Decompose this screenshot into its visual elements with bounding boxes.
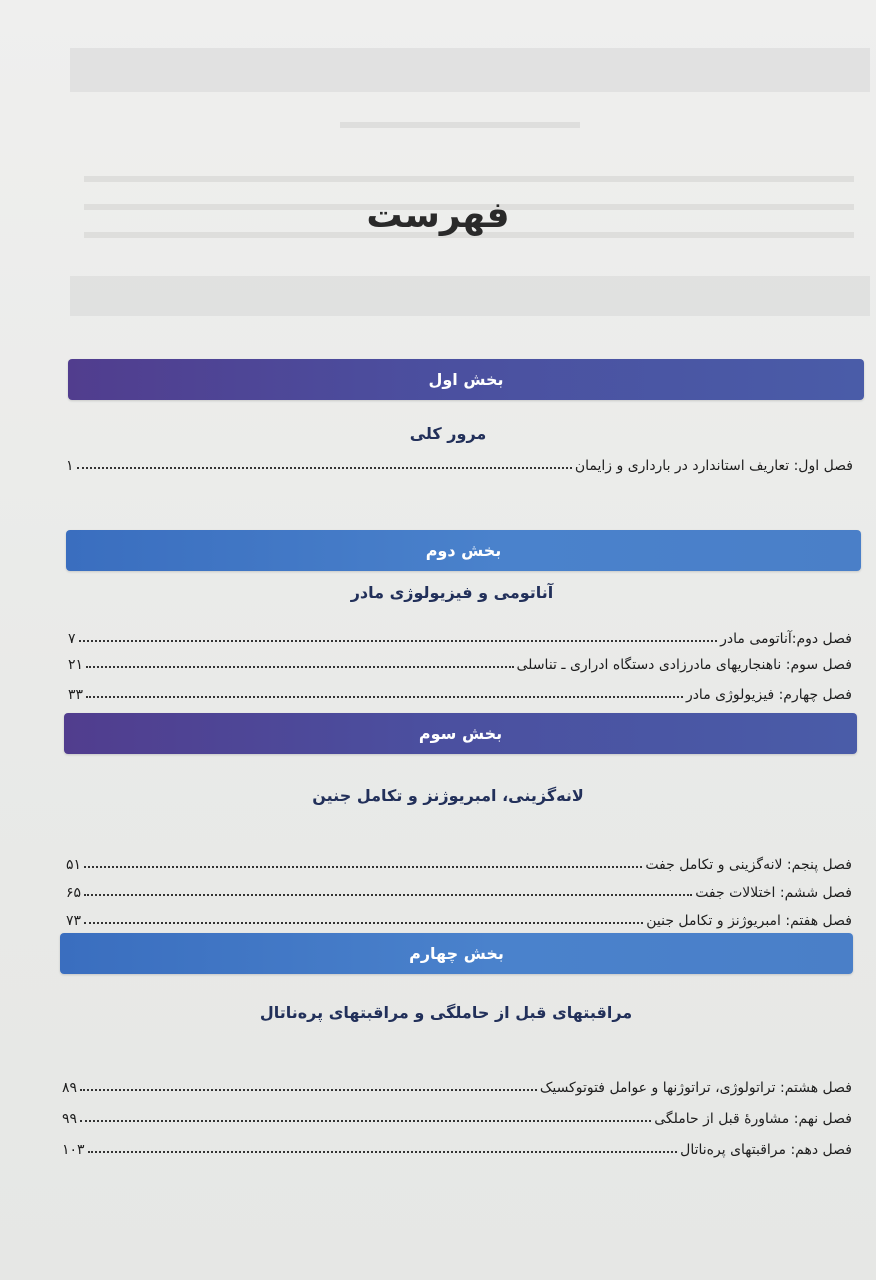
leader-dots (88, 1150, 678, 1153)
page-number: ۸۹ (62, 1080, 78, 1096)
toc-entry[interactable] (66, 905, 852, 929)
toc-entry[interactable] (62, 1134, 852, 1158)
toc-entry[interactable] (68, 679, 852, 703)
show-through-band (70, 276, 870, 316)
toc-entry[interactable] (66, 877, 852, 901)
page-number: ۹۹ (62, 1111, 78, 1127)
section-subtitle-4: مراقبتهای قبل از حاملگی و مراقبتهای پره‌ناتال (259, 1003, 633, 1022)
chapter-title: فصل پنجم: لانه‌گزینی و تکامل جفت (645, 857, 852, 873)
leader-dots (79, 639, 718, 642)
toc-entry[interactable] (66, 849, 852, 873)
chapter-title: فصل هشتم: تراتولوژی، تراتوژنها و عوامل فتوتوکسیک (539, 1080, 852, 1096)
page-number: ۱۰۳ (62, 1142, 85, 1158)
chapter-title: فصل دهم: مراقبتهای پره‌ناتال (680, 1142, 852, 1158)
chapter-title: فصل ششم: اختلالات جفت (695, 885, 852, 901)
leader-dots (80, 1119, 651, 1122)
chapter-title: فصل هفتم: امبریوژنز و تکامل جنین (646, 913, 852, 929)
page-number: ۳۳ (68, 687, 84, 703)
leader-dots (77, 466, 572, 469)
chapter-title: فصل دوم:آناتومی مادر (720, 631, 852, 647)
leader-dots (86, 665, 513, 668)
toc-entry[interactable] (66, 450, 853, 474)
page-number: ۱ (66, 458, 74, 474)
page-number: ۷۳ (66, 913, 82, 929)
leader-dots (84, 865, 642, 868)
chapter-title: فصل سوم: ناهنجاریهای مادرزادی دستگاه ادراری ـ تناسلی (516, 657, 852, 673)
leader-dots (84, 921, 643, 924)
section-subtitle-2: آناتومی و فیزیولوژی مادر (350, 583, 554, 602)
page-number: ۶۵ (66, 885, 82, 901)
section-banner-2 (66, 530, 861, 571)
chapter-title: فصل چهارم: فیزیولوژی مادر (685, 687, 852, 703)
show-through-line (84, 176, 854, 182)
section-banner-3 (64, 713, 857, 754)
toc-entry[interactable] (68, 623, 852, 647)
section-banner-1 (68, 359, 864, 400)
chapter-title: فصل اول: تعاریف استاندارد در بارداری و زایمان (574, 458, 853, 474)
section-banner-label: بخش چهارم (409, 944, 504, 963)
toc-entry[interactable] (62, 1103, 852, 1127)
section-banner-4 (60, 933, 853, 974)
page-number: ۷ (68, 631, 76, 647)
toc-entry[interactable] (62, 1072, 852, 1096)
leader-dots (84, 893, 692, 896)
show-through-line (340, 122, 580, 128)
show-through-band (70, 48, 870, 92)
leader-dots (86, 695, 683, 698)
section-subtitle-1: مرور کلی (409, 424, 487, 443)
section-banner-label: بخش اول (428, 370, 504, 389)
chapter-title: فصل نهم: مشاورهٔ قبل از حاملگی (654, 1111, 852, 1127)
page-number: ۲۱ (68, 657, 84, 673)
page-title: فهرست (366, 195, 510, 236)
leader-dots (80, 1088, 537, 1091)
toc-entry[interactable] (68, 649, 852, 673)
section-banner-label: بخش دوم (425, 541, 502, 560)
section-banner-label: بخش سوم (418, 724, 503, 743)
section-subtitle-3: لانه‌گزینی، امبریوژنز و تکامل جنین (312, 786, 584, 805)
page-number: ۵۱ (66, 857, 82, 873)
